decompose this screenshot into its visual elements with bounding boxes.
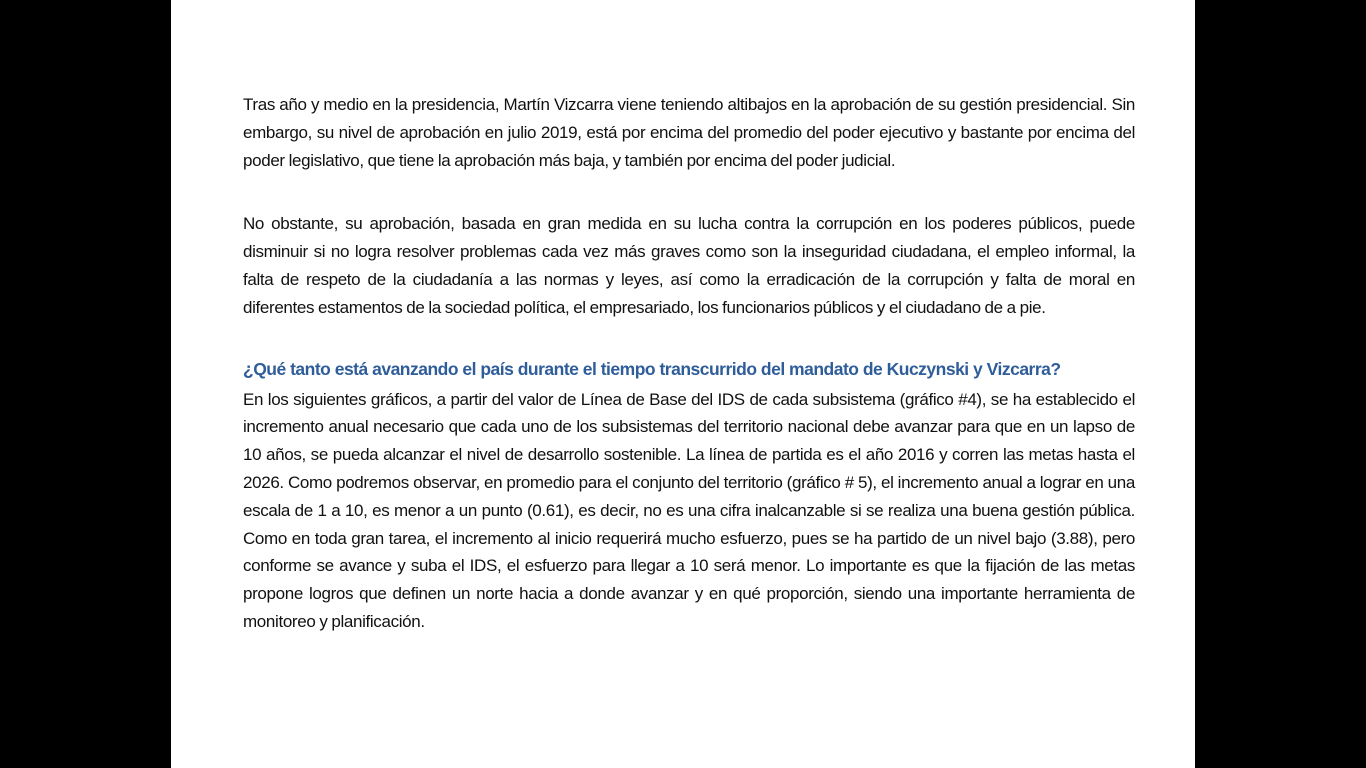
paragraph-spacer <box>243 174 1135 210</box>
paragraph-ids-goals: En los siguientes gráficos, a partir del valor de Línea de Base del IDS de cada subsistema (gráfico #4), se ha establecido el incremento anual necesario que cada uno de los subsistemas del territorio nacional debe avanzar para que en un lapso de 10 años, se pueda alcanzar el nivel de desarrollo sostenible. La línea de partida es el año 2016 y corren las metas hasta el 2026. Como podremos observar, en promedio para el conjunto del territorio (gráfico # 5), el incremento anual a lograr en una escala de 1 a 10, es menor a un punto (0.61), es decir, no es una cifra inalcanzable si se realiza una buena gestión pública. Como en toda gran tarea, el incremento al inicio requerirá mucho esfuerzo, pues se ha partido de un nivel bajo (3.88), pero conforme se avance y suba el IDS, el esfuerzo para llegar a 10 será menor. Lo importante es que la fijación de las metas propone logros que definen un norte hacia a donde avanzar y en qué proporción, siendo una importante herramienta de monitoreo y planificación. <box>243 389 1135 631</box>
document-page <box>171 0 1195 768</box>
paragraph-approval: Tras año y medio en la presidencia, Martín Vizcarra viene teniendo altibajos en la aprobación de su gestión presidencial. Sin embargo, su nivel de aprobación en julio 2019, está por encima del promedio del poder ejecutivo y bastante por encima del poder legislativo, que tiene la aprobación más baja, y también por encima del poder judicial. <box>243 95 1135 170</box>
page-content <box>243 91 1135 636</box>
section-heading: ¿Qué tanto está avanzando el país durante el tiempo transcurrido del mandato de Kuczynski y Vizcarra? <box>243 358 1061 379</box>
paragraph-spacer <box>243 322 1135 356</box>
paragraph-risks: No obstante, su aprobación, basada en gran medida en su lucha contra la corrupción en los poderes públicos, puede disminuir si no logra resolver problemas cada vez más graves como son la inseguridad ciudadana, el empleo informal, la falta de respeto de la ciudadanía a las normas y leyes, así como la erradicación de la corrupción y falta de moral en diferentes estamentos de la sociedad política, el empresariado, los funcionarios públicos y el ciudadano de a pie. <box>243 214 1135 317</box>
